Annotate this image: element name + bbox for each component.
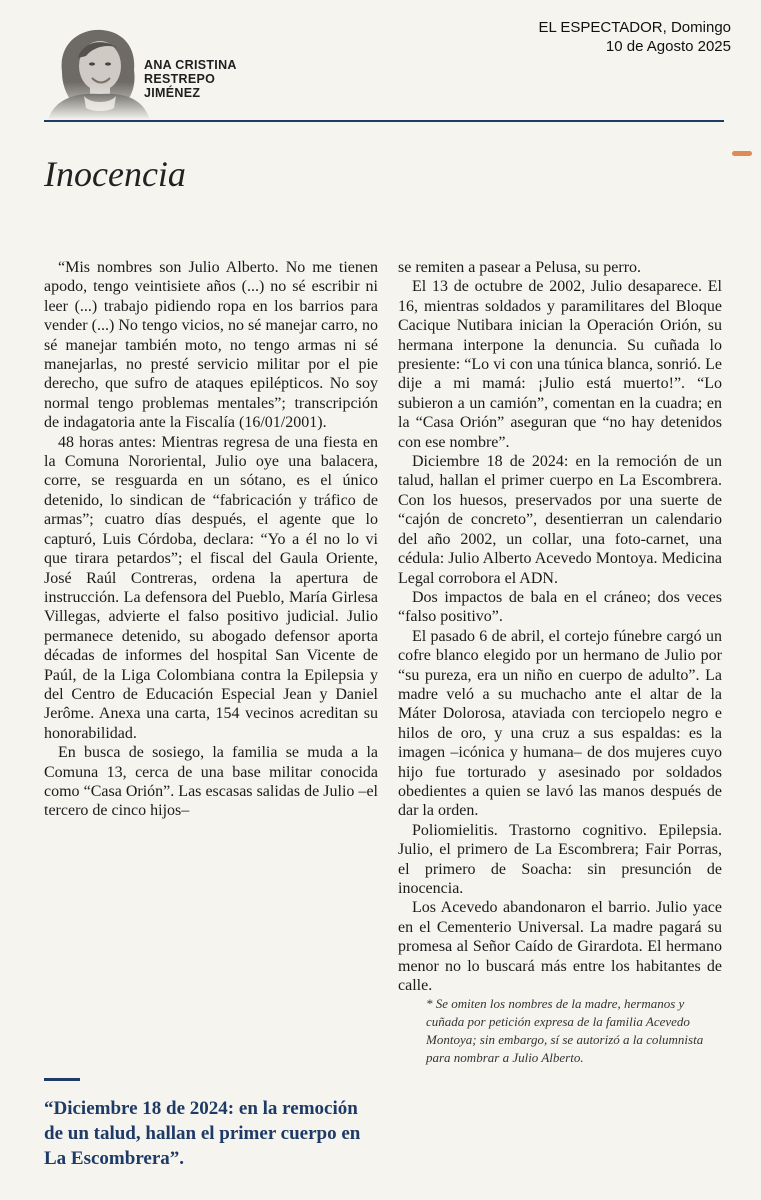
pull-quote: “Diciembre 18 de 2024: en la remoción de un talud, hallan el primer cuerpo en La Escombrera”. xyxy=(44,1098,361,1169)
paragraph: El 13 de octubre de 2002, Julio desaparece. El 16, mientras soldados y paramilitares del Bloque Cacique Nutibara inician la Operación Orión, su hermana interpone la denuncia. Su cuñada lo presiente: “Lo vi con una túnica blanca, sonrió. Le dije a mi mamá: ¡Julio está muerto!”. “Lo subieron a un camión”, comentan en la cuadra; en la “Casa Orión” aseguran que “no hay detenidos con ese nombre”. xyxy=(398,278,722,451)
paragraph: “Mis nombres son Julio Alberto. No me tienen apodo, tengo veintisiete años (...) no sé escribir ni leer (...) trabajo pidiendo ropa en los barrios para vender (...) No tengo vicios, no sé manejar carro, no sé manejar también moto, no tengo armas ni sé manejarlas, no presté servicio militar por el pie derecho, que sufro de ataques epilépticos. No soy normal tengo problemas mentales”; transcripción de indagatoria ante la Fiscalía (16/01/2001). xyxy=(44,259,378,432)
author-name-line-2: RESTREPO xyxy=(144,72,216,86)
footnote: * Se omiten los nombres de la madre, hermanos y cuñada por petición expresa de la familia Acevedo Montoya; sin embargo, sí se autorizó a la columnista para nombrar a Julio Alberto. xyxy=(426,996,704,1066)
article-title: Inocencia xyxy=(44,154,186,194)
masthead-publication: EL ESPECTADOR, Domingo xyxy=(538,19,731,36)
author-name-line-1: ANA CRISTINA xyxy=(144,58,237,72)
author-name-line-3: JIMÉNEZ xyxy=(144,86,201,100)
article-column-left xyxy=(44,258,378,821)
paragraph: Poliomielitis. Trastorno cognitivo. Epilepsia. Julio, el primero de La Escombrera; Fair Porras, el primero de Soacha: sin presunción de inocencia. xyxy=(398,821,722,897)
masthead-date: 10 de Agosto 2025 xyxy=(605,38,731,55)
paragraph: El pasado 6 de abril, el cortejo fúnebre cargó un cofre blanco elegido por un hermano de Julio por “su pureza, era un niño en cuerpo de adulto”. La madre veló a su muchacho ante el altar de la Máter Dolorosa, ataviada con terciopelo negro e hilos de oro, y una cruz a sus espaldas: es la imagen –icónica y humana– de dos mujeres cuyo hijo fue torturado y asesinado por soldados obedientes a quien se lavó las manos después de dar la orden. xyxy=(398,627,722,820)
paragraph: se remiten a pasear a Pelusa, su perro. xyxy=(398,259,642,276)
article-column-right xyxy=(398,258,722,1067)
paragraph: Los Acevedo abandonaron el barrio. Julio yace en el Cementerio Universal. La madre pagará su promesa al Señor Caído de Girardota. El hermano menor no lo buscará más entre los habitantes de calle. xyxy=(398,899,722,995)
orange-marker xyxy=(732,151,752,156)
paragraph: Diciembre 18 de 2024: en la remoción de un talud, hallan el primer cuerpo en La Escombrera. Con los huesos, preservados por una suerte de “cajón de concreto”, desentierran un calendario del año 2002, un collar, una foto-carnet, una cédula: Julio Alberto Acevedo Montoya. Medicina Legal corrobora el ADN. xyxy=(398,453,722,587)
pull-quote-rule xyxy=(44,1078,80,1081)
author-block xyxy=(44,22,340,122)
paragraph: En busca de sosiego, la familia se muda a la Comuna 13, cerca de una base militar conocida como “Casa Orión”. Las escasas salidas de Julio –el tercero de cinco hijos– xyxy=(44,744,378,820)
masthead xyxy=(538,18,731,56)
paragraph: 48 horas antes: Mientras regresa de una fiesta en la Comuna Nororiental, Julio oye una balacera, corre, se resguarda en un sótano, es el único detenido, lo sindican de “fabricación y tráfico de armas”; cuatro días después, el agente que lo capturó, Luis Córdoba, declara: “Yo a él no lo vi que tirara petardos”; el fiscal del Gaula Oriente, José Raúl Contreras, ordena la apertura de instrucción. La defensora del Pueblo, María Girlesa Villegas, advierte el falso positivo judicial. Julio permanece detenido, su abogado defensor aporta décadas de informes del hospital San Vicente de Paúl, de la Liga Colombiana contra la Epilepsia y del Centro de Educación Especial Jean y Daniel Jerôme. Anexa una carta, 154 vecinos acreditan su honorabilidad. xyxy=(44,433,378,742)
paragraph: Dos impactos de bala en el cráneo; dos veces “falso positivo”. xyxy=(398,588,722,626)
header-divider xyxy=(44,120,724,122)
author-photo xyxy=(44,22,154,120)
author-name xyxy=(144,58,237,100)
